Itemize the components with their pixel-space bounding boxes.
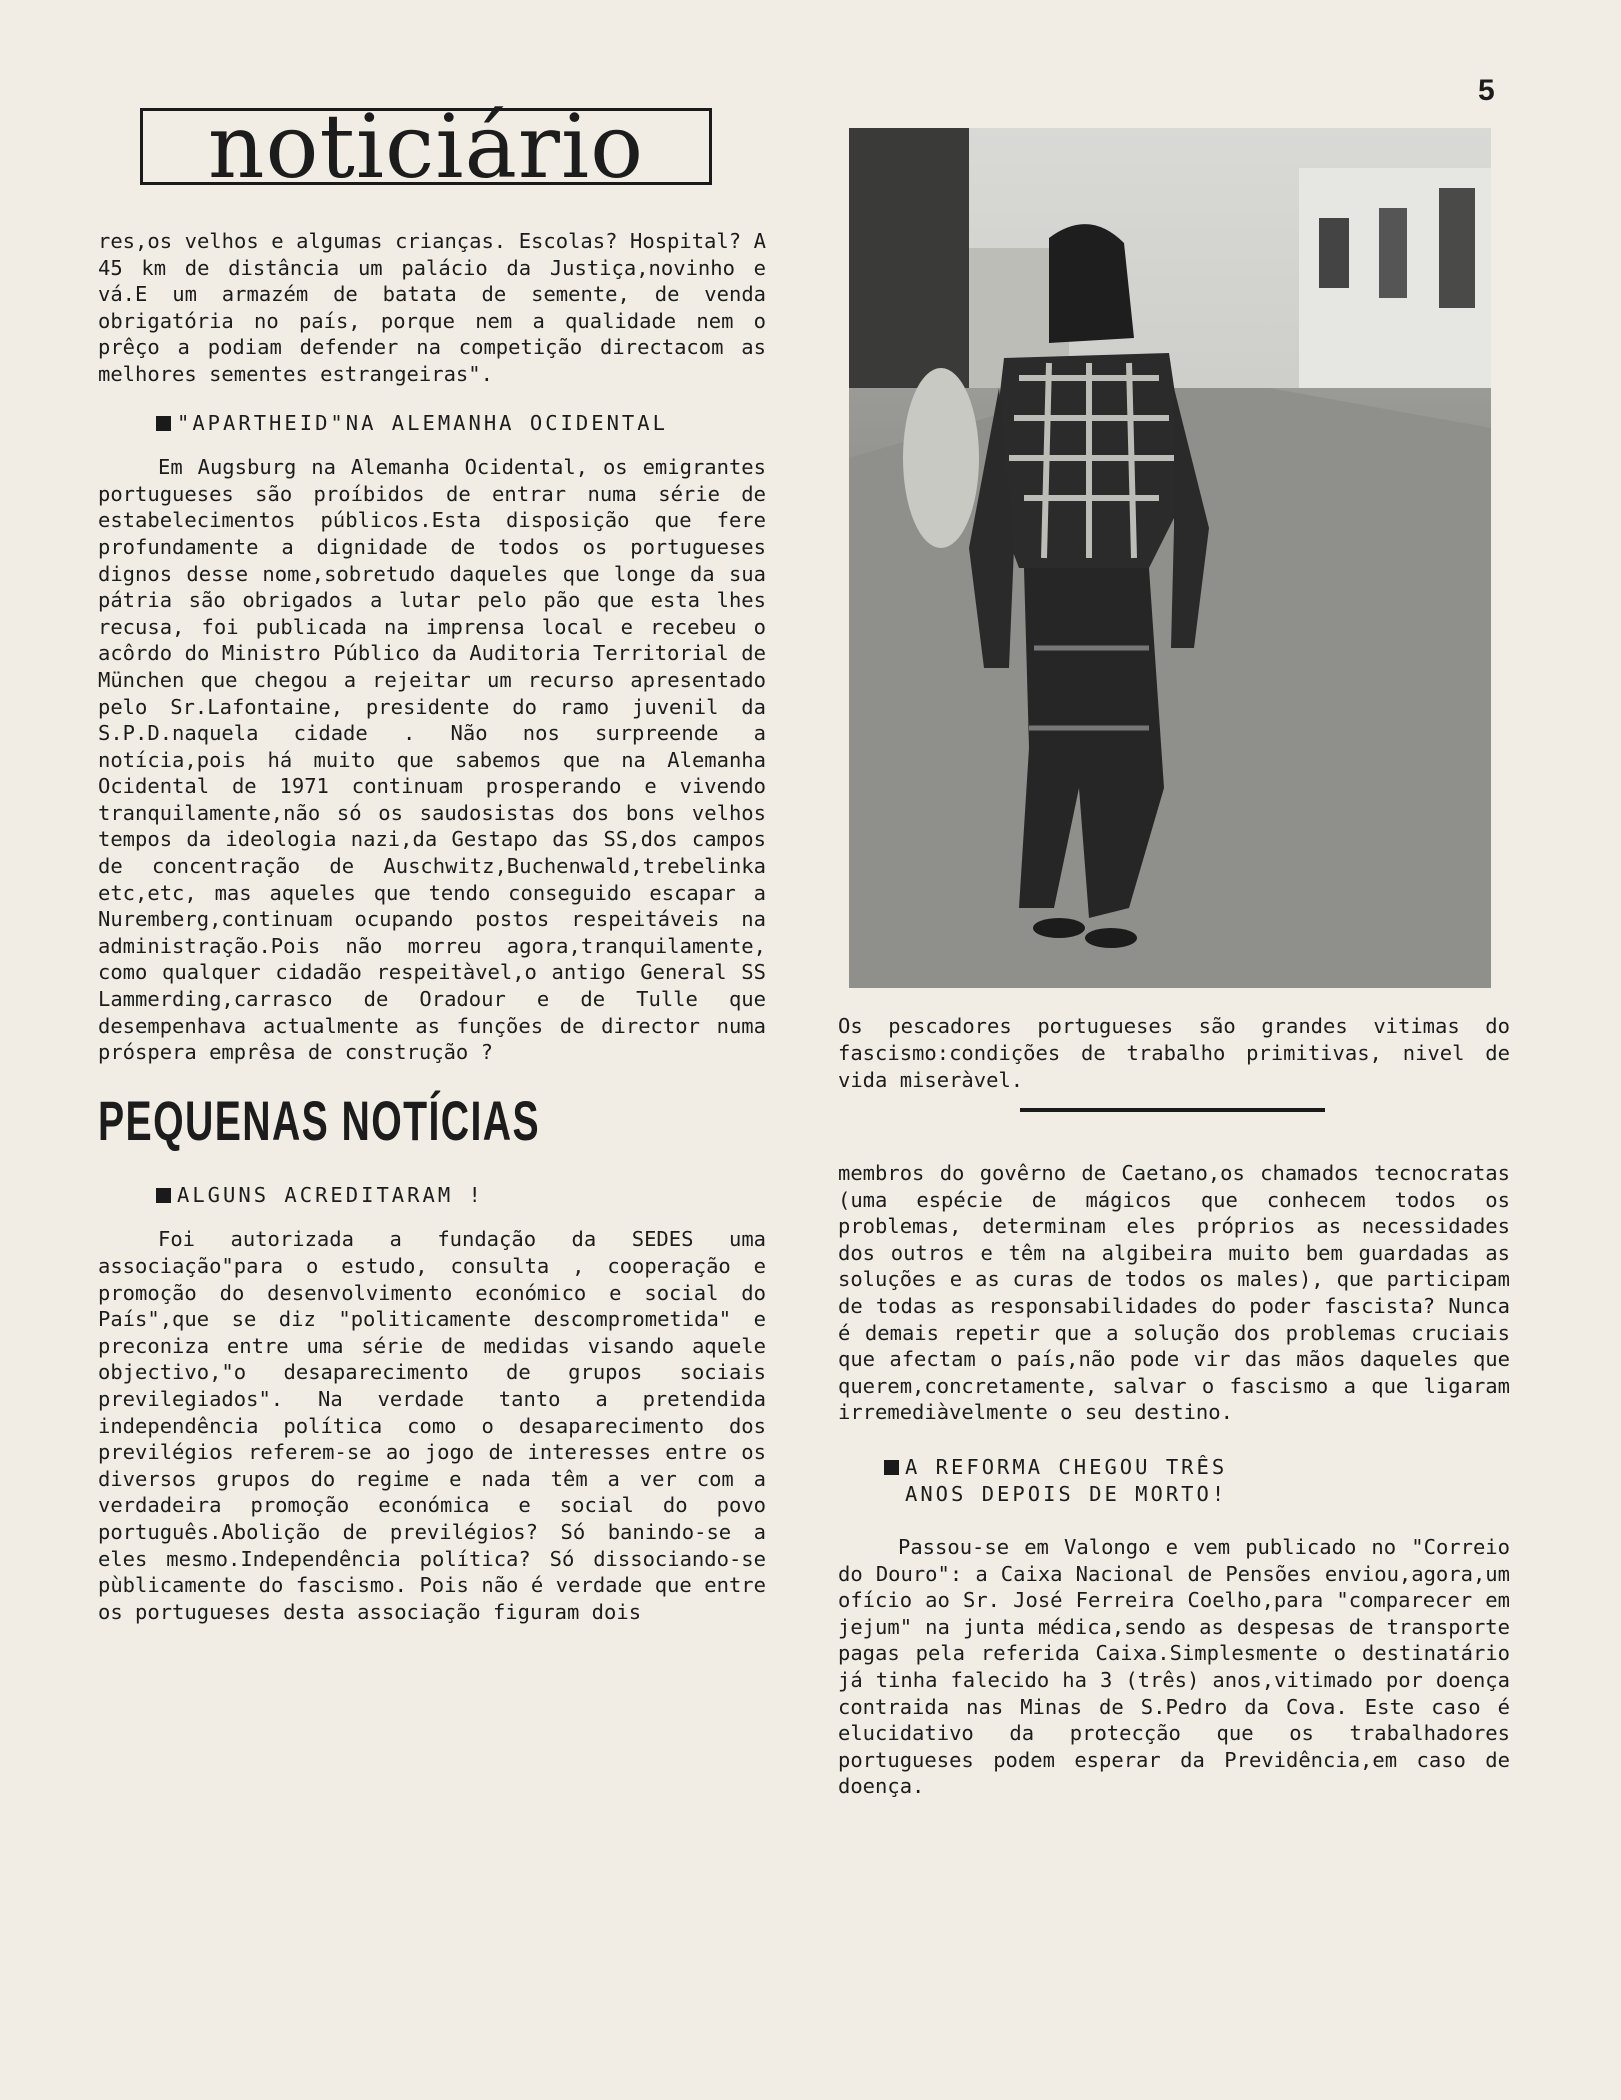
fisherman-photo <box>849 128 1491 988</box>
alguns-subheading <box>156 1182 766 1209</box>
page-number: 5 <box>1478 74 1495 107</box>
bullet-square-icon <box>884 1460 899 1475</box>
reforma-subheading <box>884 1454 1510 1508</box>
caption-divider <box>1020 1108 1325 1112</box>
reforma-heading-line2: ANOS DEPOIS DE MORTO! <box>905 1481 1228 1506</box>
masthead <box>140 95 712 198</box>
apartheid-paragraph: Em Augsburg na Alemanha Ocidental, os emigrantes portugueses são proíbidos de entrar numa série de estabelecimentos públicos.Esta disposição que fere profundamente a dignidade de todos os portugueses dignos desse nome,sobretudo daqueles que longe da sua pátria são obrigados a lutar pelo pão que esta lhes recusa, foi publicada na imprensa local e recebeu o acôrdo do Ministro Público da Auditoria Territorial de München que chegou a rejeitar um recurso apresentado pelo Sr.Lafontaine, presidente do ramo juvenil da S.P.D.naquela cidade . Não nos surpreende a notícia,pois há muito que sabemos que na Alemanha Ocidental de 1971 continuam prosperando e vivendo tranquilamente,não só os saudosistas dos bons velhos tempos da ideologia nazi,da Gestapo das SS,dos campos de concentração de Auschwitz,Buchenwald,trebelinka etc,etc, mas aqueles que tendo conseguido escapar a Nuremberg,continuam ocupando postos respeitáveis na administração.Pois não morreu agora,tranquilamente, como qualquer cidadão respeitàvel,o antigo General SS Lammerding,carrasco de Oradour e de Tulle que desempenhava actualmente as funções de director numa próspera emprêsa de construção ? <box>98 455 766 1065</box>
apartheid-heading-text: "APARTHEID"NA ALEMANHA OCIDENTAL <box>177 410 668 435</box>
bullet-square-icon <box>156 1188 171 1203</box>
intro-paragraph: res,os velhos e algumas crianças. Escolas? Hospital? A 45 km de distância um palácio da Justiça,novinho e vá.E um armazém de batata de semente, de venda obrigatória no país, porque nem a qualidade nem o prêço a podiam defender na competição directacom as melhores sementes estrangeiras". <box>98 229 766 386</box>
alguns-paragraph: Foi autorizada a fundação da SEDES uma associação"para o estudo, consulta , cooperação e promoção do desenvolvimento económico e social do País",que se diz "politicamente descomprometida" e preconiza entre uma série de medidas visando aquele objectivo,"o desaparecimento de grupos sociais previlegiados". Na verdade tanto a pretendida independência política como o desaparecimento dos previlégios referem-se ao jogo de interesses entre os diversos grupos do regime e nada têm a ver com a verdadeira promoção económica e social do povo português.Abolição de previlégios? Só banindo-se a eles mesmo.Independência política? Só dissociando-se pùblicamente do fascismo. Pois não é verdade que entre os portugueses desta associação figuram dois <box>98 1227 766 1624</box>
left-column <box>98 228 766 1625</box>
masthead-title: noticiário <box>207 95 645 198</box>
alguns-heading-text: ALGUNS ACREDITARAM ! <box>177 1182 484 1207</box>
right-column <box>838 1160 1510 1800</box>
photo-illustration <box>849 128 1491 988</box>
apartheid-subheading <box>156 410 766 437</box>
photo-caption: Os pescadores portugueses são grandes vitimas do fascismo:condições de trabalho primitivas, nivel de vida miseràvel. <box>838 1014 1510 1092</box>
reforma-paragraph: Passou-se em Valongo e vem publicado no "Correio do Douro": a Caixa Nacional de Pensões enviou,agora,um ofício ao Sr. José Ferreira Coelho,para "comparecer em jejum" na junta médica,sendo as despesas de transporte pagas pela referida Caixa.Simplesmente o destinatário já tinha falecido ha 3 (três) anos,vitimado por doença contraida nas Minas de S.Pedro da Cova. Este caso é elucidativo da protecção que os trabalhadores portugueses podem esperar da Previdência,em caso de doença. <box>838 1534 1510 1799</box>
reforma-heading-line1: A REFORMA CHEGOU TRÊS <box>905 1454 1228 1479</box>
bullet-square-icon <box>156 416 171 431</box>
continuation-paragraph: membros do govêrno de Caetano,os chamados tecnocratas (uma espécie de mágicos que conhecem todos os problemas, determinam eles próprios as necessidades dos outros e têm na algibeira muito bem guardadas as soluções e as curas de todos os males), que participam de todas as responsabilidades do poder fascista? Nunca é demais repetir que a solução dos problemas cruciais que afectam o país,não pode vir das mãos daqueles que querem,concretamente, salvar o fascismo a que ligaram irremediàvelmente o seu destino. <box>838 1161 1510 1425</box>
section-heading: PEQUENAS NOTÍCIAS <box>98 1088 540 1152</box>
